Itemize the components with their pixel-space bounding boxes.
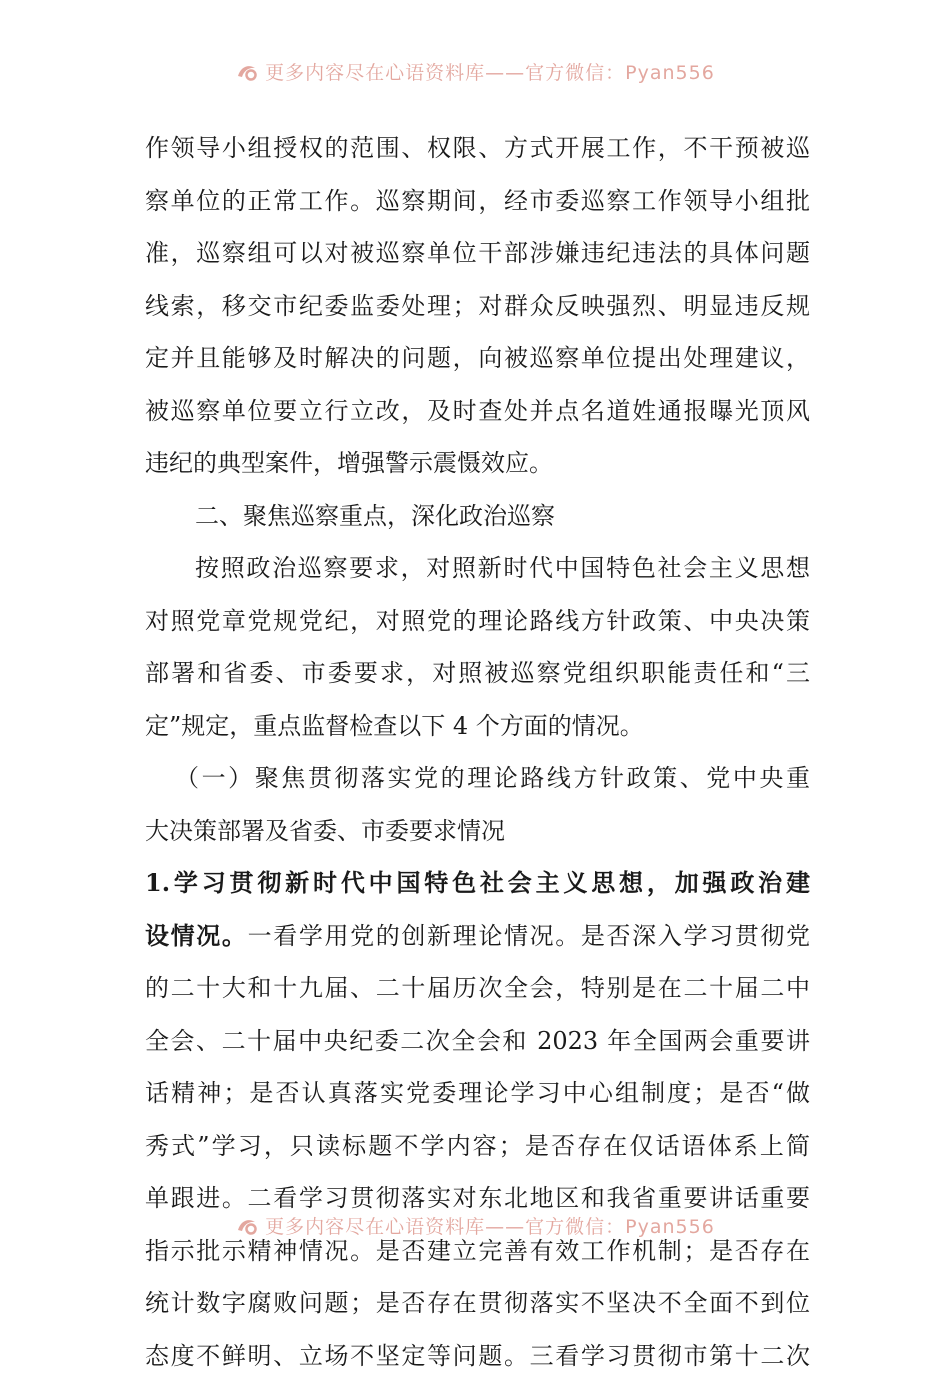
watermark-logo-icon [235, 1216, 261, 1236]
paragraph-line: 态度不鲜明、立场不坚定等问题。三看学习贯彻市第十二次 [145, 1330, 810, 1382]
paragraph-line: 定并且能够及时解决的问题，向被巡察单位提出处理建议， [145, 332, 810, 385]
paragraph-line: 话精神；是否认真落实党委理论学习中心组制度；是否“做 [145, 1067, 810, 1120]
subsection-heading: （一）聚焦贯彻落实党的理论路线方针政策、党中央重 [145, 752, 810, 805]
paragraph-text: 一看学用党的创新理论情况。是否深入学习贯彻党 [248, 922, 810, 950]
paragraph-line: 被巡察单位要立行立改，及时查处并点名道姓通报曝光顶风 [145, 385, 810, 438]
paragraph-line: 线索，移交市纪委监委处理；对群众反映强烈、明显违反规 [145, 280, 810, 333]
paragraph-line: 指示批示精神情况。是否建立完善有效工作机制；是否存在 [145, 1225, 810, 1278]
paragraph-line: 对照党章党规党纪，对照党的理论路线方针政策、中央决策 [145, 595, 810, 648]
watermark-header [0, 58, 950, 85]
paragraph-line: 秀式”学习，只读标题不学内容；是否存在仅话语体系上简 [145, 1120, 810, 1173]
watermark-logo-icon [235, 62, 261, 82]
paragraph-line: 的二十大和十九届、二十届历次全会，特别是在二十届二中 [145, 962, 810, 1015]
document-body [145, 122, 810, 1382]
paragraph-line: 全会、二十届中央纪委二次全会和 2023 年全国两会重要讲 [145, 1015, 810, 1068]
item-heading: 1.学习贯彻新时代中国特色社会主义思想，加强政治建 [145, 857, 810, 910]
paragraph-line: 违纪的典型案件，增强警示震慑效应。 [145, 437, 810, 490]
item-heading-tail: 设情况。 [145, 921, 248, 950]
section-heading: 二、聚焦巡察重点，深化政治巡察 [145, 490, 810, 543]
paragraph-line [145, 910, 810, 963]
paragraph-line: 定”规定，重点监督检查以下 4 个方面的情况。 [145, 700, 810, 753]
paragraph-line: 察单位的正常工作。巡察期间，经市委巡察工作领导小组批 [145, 175, 810, 228]
paragraph-line: 统计数字腐败问题；是否存在贯彻落实不坚决不全面不到位 [145, 1277, 810, 1330]
paragraph-line: 单跟进。二看学习贯彻落实对东北地区和我省重要讲话重要 [145, 1172, 810, 1225]
watermark-text: 更多内容尽在心语资料库——官方微信：Pyan556 [265, 62, 715, 84]
paragraph-line: 按照政治巡察要求，对照新时代中国特色社会主义思想 [145, 542, 810, 595]
paragraph-line: 作领导小组授权的范围、权限、方式开展工作，不干预被巡 [145, 122, 810, 175]
paragraph-line: 部署和省委、市委要求，对照被巡察党组织职能责任和“三 [145, 647, 810, 700]
watermark-text: 更多内容尽在心语资料库——官方微信：Pyan556 [265, 1216, 715, 1238]
watermark-footer [0, 1212, 950, 1239]
paragraph-line: 准，巡察组可以对被巡察单位干部涉嫌违纪违法的具体问题 [145, 227, 810, 280]
subsection-heading: 大决策部署及省委、市委要求情况 [145, 805, 810, 858]
